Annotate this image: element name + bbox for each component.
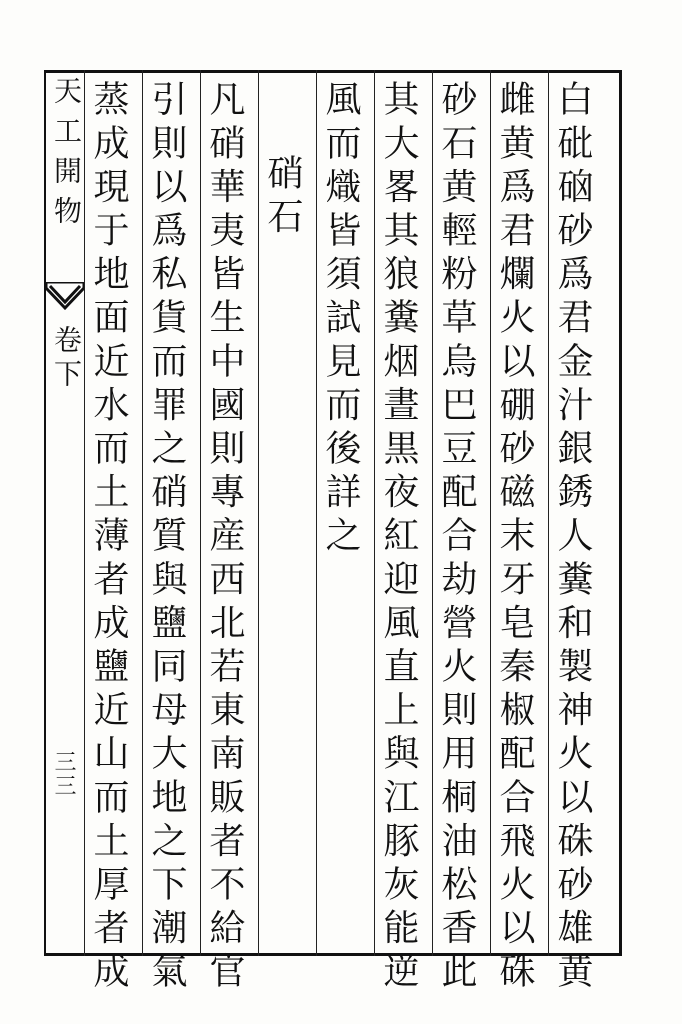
column-rule [84,70,85,956]
book-title: 天工開物 [50,76,83,236]
fishtail-mark-icon [46,282,84,312]
column-rule [374,70,375,956]
volume-label: 卷下 [50,325,83,393]
text-column-2: 雌黄爲君爛火以硼砂磁末牙皂秦椒配合飛火以硃 [494,80,535,996]
column-rule [316,70,317,956]
text-column-9: 蒸成現于地面近水而土薄者成鹽近山而土厚者成 [88,80,129,996]
text-column-3: 砂石黄輕粉草烏巴豆配合劫營火則用桐油松香此 [436,80,477,996]
margin-column [44,70,84,956]
page-number: 三三 [51,750,76,798]
column-rule [142,70,143,956]
text-column-1: 白砒硇砂爲君金汁銀銹人糞和製神火以硃砂雄黄 [552,80,593,996]
text-column-4: 其大畧其狼糞烟晝黒夜紅迎風直上與江豚灰能逆 [378,80,419,996]
column-rule [490,70,491,956]
column-rule [258,70,259,956]
section-heading: 硝石 [262,110,303,241]
text-column-7: 凡硝華夷皆生中國則專産西北若東南販者不給官 [204,80,245,996]
text-column-8: 引則以爲私貨而罪之硝質與鹽同母大地之下潮氣 [146,80,187,996]
column-rule [432,70,433,956]
column-rule [548,70,549,956]
text-column-5: 風而熾皆須試見而後詳之 [320,80,361,560]
column-rule [200,70,201,956]
